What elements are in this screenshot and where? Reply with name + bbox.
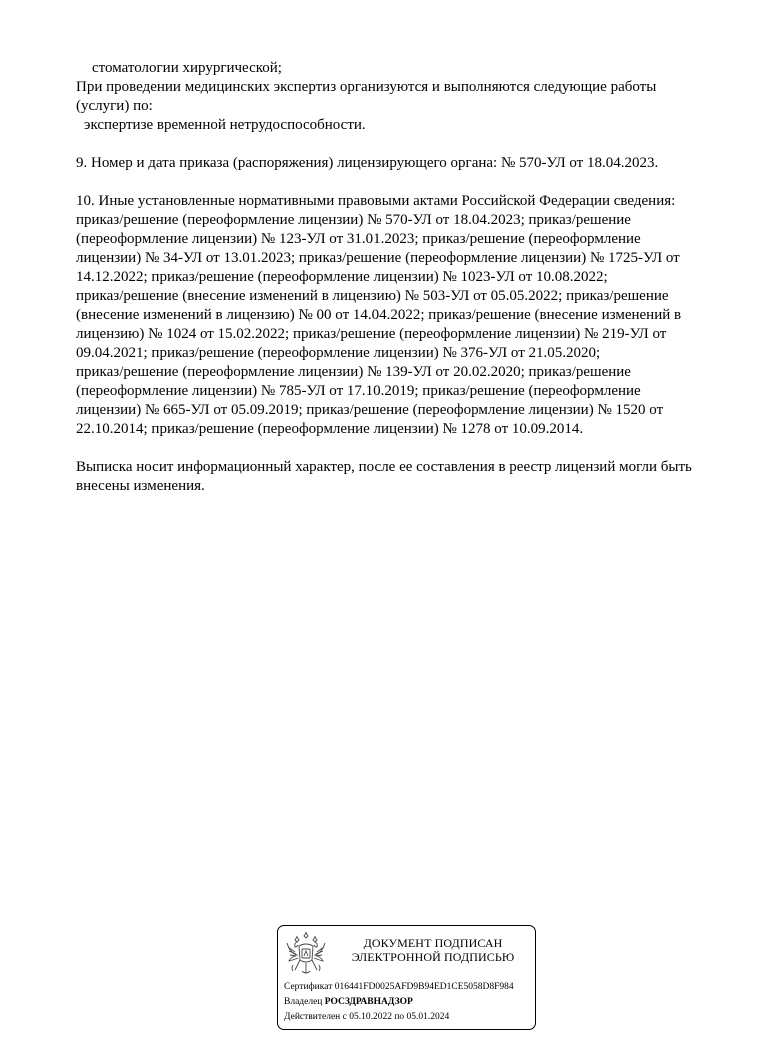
section10-line: (переоформление лицензии) № 785-УЛ от 17.10.2019; приказ/решение (переоформление [76, 383, 641, 399]
section10-line: 22.10.2014; приказ/решение (переоформление лицензии) № 1278 от 10.09.2014. [76, 421, 584, 437]
stamp-title-line-2: ЭЛЕКТРОННОЙ ПОДПИСЬЮ [351, 950, 515, 964]
expertise-intro-line-2: (услуги) по: [76, 98, 153, 114]
owner-value: РОСЗДРАВНАДЗОР [324, 997, 413, 1007]
section10-line: (переоформление лицензии) № 123-УЛ от 31.01.2023; приказ/решение (переоформление [76, 231, 641, 247]
owner-label: Владелец [284, 997, 323, 1007]
owner-line [284, 997, 413, 1008]
section10-line: (внесение изменений в лицензию) № 00 от 14.04.2022; приказ/решение (внесение изменений в [76, 307, 682, 323]
stamp-title-line-1: ДОКУМЕНТ ПОДПИСАН [363, 936, 503, 950]
double-headed-eagle-emblem-icon [284, 929, 328, 979]
section10-line: 14.12.2022; приказ/решение (переоформление лицензии) № 1023-УЛ от 10.08.2022; [76, 269, 608, 285]
section10-line: 10. Иные установленные нормативными правовыми актами Российской Федерации сведения: [76, 193, 676, 209]
certificate-line [284, 982, 514, 993]
section10-line: приказ/решение (внесение изменений в лицензию) № 503-УЛ от 05.05.2022; приказ/решение [76, 288, 669, 304]
section10-line: лицензии) № 34-УЛ от 13.01.2023; приказ/решение (переоформление лицензии) № 1725-УЛ от [76, 250, 680, 266]
certificate-value: 016441FD0025AFD9B94ED1CE5058D8F984 [334, 982, 514, 992]
electronic-signature-stamp [277, 925, 536, 1030]
temporary-disability-line: экспертизе временной нетрудоспособности. [84, 117, 366, 133]
section10-line: лицензию) № 1024 от 15.02.2022; приказ/решение (переоформление лицензии) № 219-УЛ от [76, 326, 667, 342]
expertise-intro-line: При проведении медицинских экспертиз организуются и выполняются следующие работы [76, 79, 657, 95]
dentistry-surgical-line: стоматологии хирургической; [92, 60, 282, 76]
order-number-line: 9. Номер и дата приказа (распоряжения) лицензирующего органа: № 570-УЛ от 18.04.2023. [76, 155, 659, 171]
section10-line: 09.04.2021; приказ/решение (переоформление лицензии) № 376-УЛ от 21.05.2020; [76, 345, 601, 361]
section10-line: приказ/решение (переоформление лицензии) № 139-УЛ от 20.02.2020; приказ/решение [76, 364, 631, 380]
certificate-label: Сертификат [284, 982, 333, 992]
disclaimer-line-2: внесены изменения. [76, 478, 205, 494]
validity-line: Действителен с 05.10.2022 по 05.01.2024 [284, 1012, 450, 1022]
section10-line: лицензии) № 665-УЛ от 05.09.2019; приказ/решение (переоформление лицензии) № 1520 от [76, 402, 664, 418]
disclaimer-line: Выписка носит информационный характер, после ее составления в реестр лицензий могли быть [76, 459, 692, 475]
section10-line: приказ/решение (переоформление лицензии) № 570-УЛ от 18.04.2023; приказ/решение [76, 212, 631, 228]
